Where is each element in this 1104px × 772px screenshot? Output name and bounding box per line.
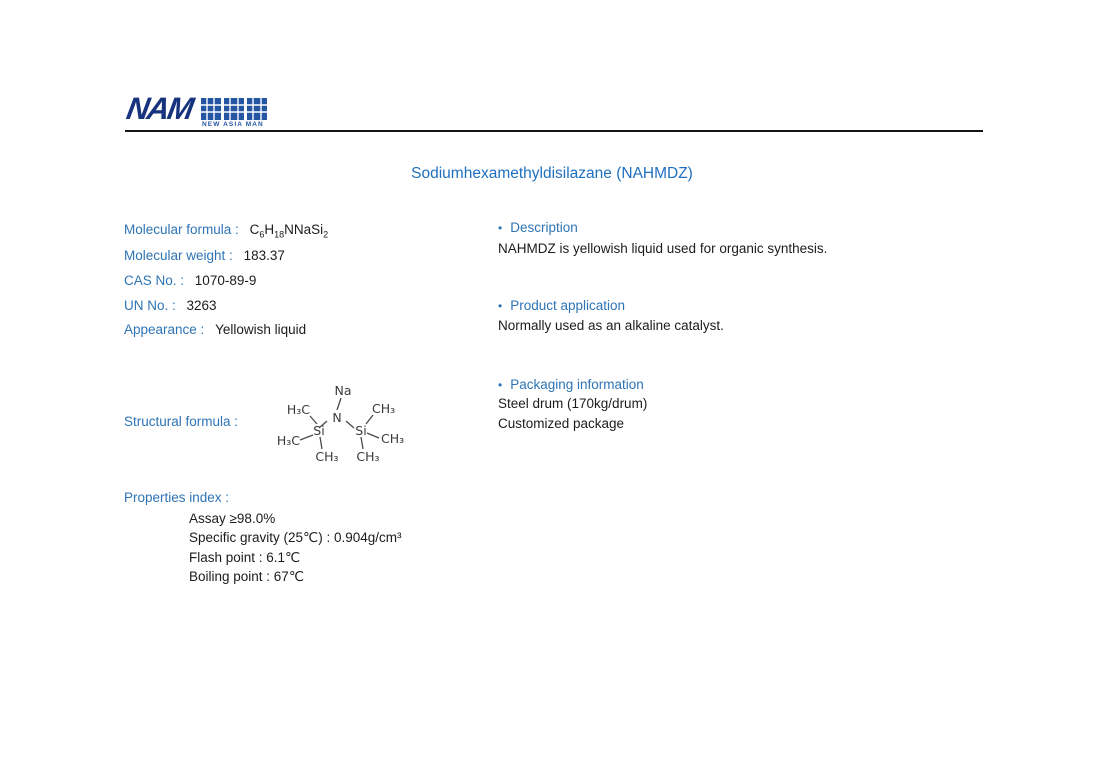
section-text: Steel drum (170kg/drum) [498,396,648,411]
formula-subscript: 6 [259,229,265,240]
formula-subscript: 2 [323,229,329,240]
structural-formula-label [124,414,238,429]
formula-part: NNaSi [284,222,324,237]
bond [320,437,322,449]
bond [346,421,354,428]
field-label: Appearance : [124,322,205,337]
logo-mark: NAM [124,91,195,126]
property-item-flash-point: Flash point : 6.1℃ [189,550,301,565]
molecular-formula-value [249,222,329,240]
logo-tagline: NEW ASIA MAN [202,121,264,128]
section-heading-label: Product application [510,298,626,313]
property-item-assay: Assay ≥98.0% [189,511,276,526]
section-heading-label: Description [510,220,578,235]
atom-ch3: CH₃ [372,401,396,416]
bond [300,435,313,440]
field-cas-no [124,273,256,288]
bond [367,433,379,438]
section-text: NAHMDZ is yellowish liquid used for organic synthesis. [498,241,828,256]
atom-n: N [332,410,342,425]
page-title: Sodiumhexamethyldisilazane (NAHMDZ) [411,165,693,182]
section-heading-packaging-information [498,377,644,392]
field-label: Structural formula : [124,414,239,429]
field-value: 1070-89-9 [194,273,257,288]
atom-ch3: CH₃ [356,449,380,464]
atom-ch3: CH₃ [381,431,405,446]
field-label: UN No. : [124,298,176,313]
field-value: 183.37 [243,248,285,263]
property-item-specific-gravity: Specific gravity (25℃) : 0.904g/cm³ [189,530,402,545]
section-text: Customized package [498,416,625,431]
field-un-no [124,298,217,313]
field-label: Molecular formula : [124,222,239,237]
atom-h3c: H₃C [276,433,300,448]
formula-part: C [249,222,260,237]
section-heading-label: Packaging information [510,377,644,392]
bullet-icon: • [498,377,503,392]
structural-formula-diagram [272,383,420,471]
logo-cjk-characters-icon [201,98,267,120]
field-molecular-weight [124,248,285,263]
property-item-boiling-point: Boiling point : 67℃ [189,569,304,584]
header-divider [125,130,983,132]
section-heading-product-application [498,298,625,313]
formula-part: H [264,222,275,237]
field-value: Yellowish liquid [215,322,307,337]
field-label: Molecular weight : [124,248,233,263]
atom-ch3: CH₃ [315,449,339,464]
atom-si: Si [355,423,367,438]
atom-h3c: H₃C [286,402,310,417]
atom-si: Si [313,423,325,438]
field-molecular-formula [124,222,328,240]
section-heading-description [498,220,578,235]
field-appearance [124,322,306,337]
formula-subscript: 18 [274,229,285,240]
section-text: Normally used as an alkaline catalyst. [498,318,724,333]
bond [361,437,363,449]
bond [337,398,341,410]
atom-na: Na [334,383,352,398]
bullet-icon: • [498,298,503,313]
properties-heading [124,490,229,505]
bond [366,415,373,424]
bullet-icon: • [498,220,503,235]
field-value: 3263 [186,298,217,313]
field-label: CAS No. : [124,273,185,288]
field-label: Properties index : [124,490,230,505]
